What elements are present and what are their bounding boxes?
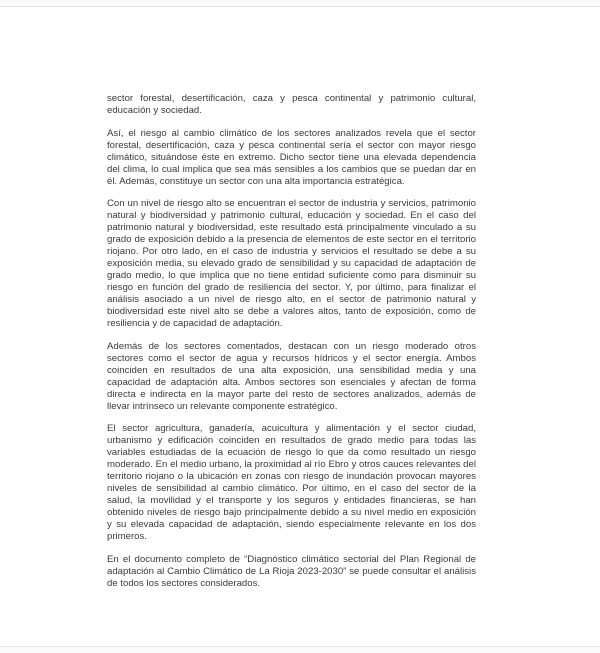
paragraph-2: Así, el riesgo al cambio climático de los sectores analizados revela que el sector forestal, desertificación, caza y pesca continental sería el sector con mayor riesgo climático, situándose éste en extremo. Dicho sector tiene una elevada dependencia del clima, lo cual implica que sea más sensibles a los cambios que se puedan dar en él. Además, constituye un sector con una alta importancia estratégica.: [107, 127, 476, 187]
paragraph-6: En el documento completo de “Diagnóstico climático sectorial del Plan Regional de adaptación al Cambio Climático de La Rioja 2023-2030” se puede consultar el análisis de todos los sectores considerados.: [107, 553, 476, 589]
page-top-edge: [0, 0, 600, 7]
paragraph-1: sector forestal, desertificación, caza y pesca continental y patrimonio cultural, educación y sociedad.: [107, 93, 476, 116]
paragraph-4: Además de los sectores comentados, destacan con un riesgo moderado otros sectores como el sector de agua y recursos hídricos y el sector energía. Ambos coinciden en resultados de una alta exposición, una sensibilidad media y una capacidad de adaptación alta. Ambos sectores son esenciales y afectan de forma directa e indirecta en la mayor parte del resto de sectores analizados, además de llevar intrínseco un relevante componente estratégico.: [107, 340, 476, 412]
page-bottom-edge: [0, 646, 600, 653]
paragraph-5: El sector agricultura, ganadería, acuicultura y alimentación y el sector ciudad, urbanismo y edificación coinciden en resultados de grado medio para todas las variables estudiadas de la ecuación de riesgo lo que da como resultado un riesgo moderado. En el medio urbano, la proximidad al río Ebro y otros cauces relevantes del territorio riojano o la ubicación en zonas con riesgo de inundación provocan mayores niveles de sensibilidad al cambio climático. Por último, en el caso del sector de la salud, la movilidad y el transporte y los seguros y entidades financieras, se han obtenido niveles de riesgo bajo principalmente debido a su nivel medio en exposición y su elevada capacidad de adaptación, siendo especialmente relevante en los dos primeros.: [107, 423, 476, 542]
paragraph-3: Con un nivel de riesgo alto se encuentran el sector de industria y servicios, patrimonio natural y biodiversidad y patrimonio cultural, educación y sociedad. En el caso del patrimonio natural y biodiversidad, este resultado está principalmente vinculado a su grado de exposición debido a la presencia de elementos de este sector en el territorio riojano. Por otro lado, en el caso de industria y servicios el resultado se debe a su exposición media, su elevado grado de sensibilidad y su capacidad de adaptación de grado medio, lo que implica que no tiene entidad suficiente como para disminuir su riesgo en función del grado de resiliencia del sector. Y, por último, para finalizar el análisis asociado a un nivel de riesgo alto, en el sector de patrimonio natural y biodiversidad este nivel alto se debe a valores altos, tanto de exposición, como de resiliencia y de capacidad de adaptación.: [107, 198, 476, 329]
document-body: [107, 93, 476, 600]
